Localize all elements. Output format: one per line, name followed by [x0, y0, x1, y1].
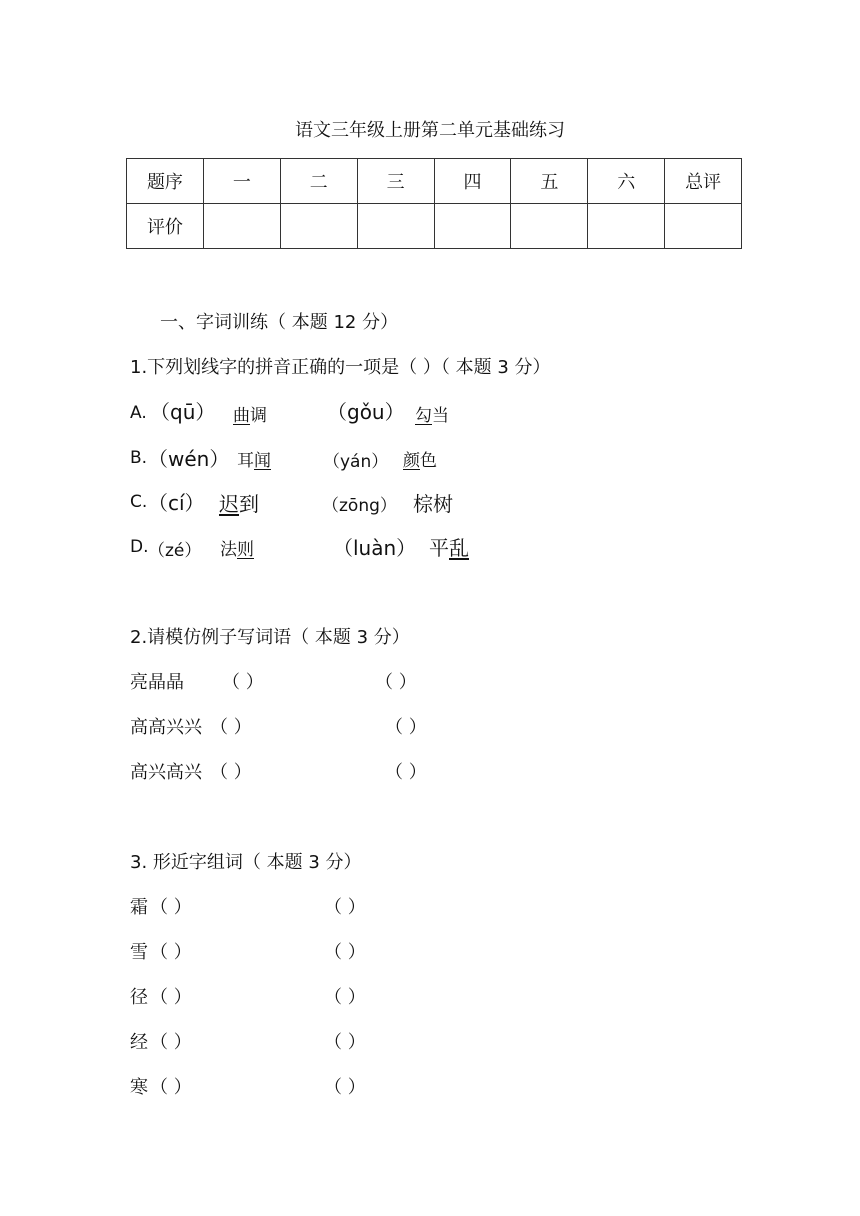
answer-blank[interactable]: （ ） — [385, 762, 427, 783]
option-word — [403, 446, 437, 471]
underlined-char: 迟 — [219, 492, 239, 516]
option-pinyin: （gǒu） — [327, 400, 405, 424]
underlined-char: 则 — [237, 540, 254, 560]
option-pinyin: （yán） — [323, 452, 389, 472]
score-cell[interactable] — [665, 204, 742, 249]
answer-blank[interactable]: （ ） — [385, 717, 427, 738]
answer-blank[interactable]: （ ） — [210, 717, 252, 738]
score-header-cell: 六 — [588, 159, 665, 204]
page-title: 语文三年级上册第二单元基础练习 — [295, 120, 565, 141]
option-pinyin: （luàn） — [333, 536, 417, 560]
score-cell[interactable] — [357, 204, 434, 249]
score-table-header-row — [127, 159, 742, 204]
answer-blank[interactable]: （ ） — [150, 942, 192, 963]
option-word — [219, 488, 259, 517]
underlined-char: 乱 — [449, 536, 469, 560]
section-heading: 一、字词训练（ 本题 12 分） — [160, 312, 399, 333]
word-char: 平 — [429, 536, 449, 560]
q3-prompt: 3. 形近字组词（ 本题 3 分） — [130, 852, 362, 873]
answer-blank[interactable]: （ ） — [210, 762, 252, 783]
answer-blank[interactable]: （ ） — [324, 1077, 366, 1098]
option-word — [233, 401, 267, 426]
underlined-char: 曲 — [233, 406, 250, 426]
example-word: 亮晶晶 — [130, 672, 184, 693]
answer-blank[interactable]: （ ） — [150, 987, 192, 1008]
answer-blank[interactable]: （ ） — [324, 942, 366, 963]
score-row-label: 评价 — [127, 204, 204, 249]
answer-blank[interactable]: （ ） — [150, 1032, 192, 1053]
score-cell[interactable] — [588, 204, 665, 249]
word-char: 棕树 — [413, 492, 453, 516]
answer-blank[interactable]: （ ） — [324, 1032, 366, 1053]
word-char: 到 — [239, 492, 259, 516]
option-word — [237, 446, 271, 471]
answer-blank[interactable]: （ ） — [222, 672, 264, 693]
underlined-char: 闻 — [254, 451, 271, 471]
option-pinyin: （zōng） — [322, 496, 397, 516]
score-header-cell: 四 — [434, 159, 511, 204]
char-label: 径 — [130, 987, 148, 1008]
option-letter: C. — [130, 492, 148, 512]
option-word — [429, 532, 469, 561]
word-char: 色 — [420, 451, 437, 471]
option-letter: A. — [130, 403, 147, 423]
char-label: 经 — [130, 1032, 148, 1053]
option-pinyin: （cí） — [148, 491, 205, 515]
option-word — [415, 401, 449, 426]
option-word — [413, 488, 453, 517]
underlined-char: 勾 — [415, 406, 432, 426]
score-table — [126, 158, 742, 249]
score-header-cell: 三 — [357, 159, 434, 204]
char-label: 霜 — [130, 897, 148, 918]
answer-blank[interactable]: （ ） — [150, 897, 192, 918]
underlined-char: 颜 — [403, 451, 420, 471]
word-char: 耳 — [237, 451, 254, 471]
option-pinyin: （zé） — [148, 541, 202, 561]
option-word — [220, 535, 254, 560]
score-header-cell: 五 — [511, 159, 588, 204]
score-header-cell: 总评 — [665, 159, 742, 204]
option-letter: D. — [130, 537, 149, 557]
score-header-cell: 一 — [203, 159, 280, 204]
option-pinyin: （wén） — [148, 447, 230, 471]
answer-blank[interactable]: （ ） — [375, 672, 417, 693]
score-header-cell: 题序 — [127, 159, 204, 204]
score-cell[interactable] — [434, 204, 511, 249]
example-word: 高高兴兴 — [130, 717, 202, 738]
example-word: 高兴高兴 — [130, 762, 202, 783]
score-header-cell: 二 — [280, 159, 357, 204]
q2-prompt: 2.请模仿例子写词语（ 本题 3 分） — [130, 627, 410, 648]
q1-prompt: 1.下列划线字的拼音正确的一项是（ ）（ 本题 3 分） — [130, 357, 551, 378]
char-label: 寒 — [130, 1077, 148, 1098]
score-cell[interactable] — [203, 204, 280, 249]
char-label: 雪 — [130, 942, 148, 963]
option-pinyin: （qū） — [150, 400, 216, 424]
score-cell[interactable] — [280, 204, 357, 249]
word-char: 法 — [220, 540, 237, 560]
answer-blank[interactable]: （ ） — [150, 1077, 192, 1098]
word-char: 调 — [250, 406, 267, 426]
option-letter: B. — [130, 448, 148, 468]
answer-blank[interactable]: （ ） — [324, 987, 366, 1008]
score-table-eval-row — [127, 204, 742, 249]
answer-blank[interactable]: （ ） — [324, 897, 366, 918]
word-char: 当 — [432, 406, 449, 426]
score-cell[interactable] — [511, 204, 588, 249]
